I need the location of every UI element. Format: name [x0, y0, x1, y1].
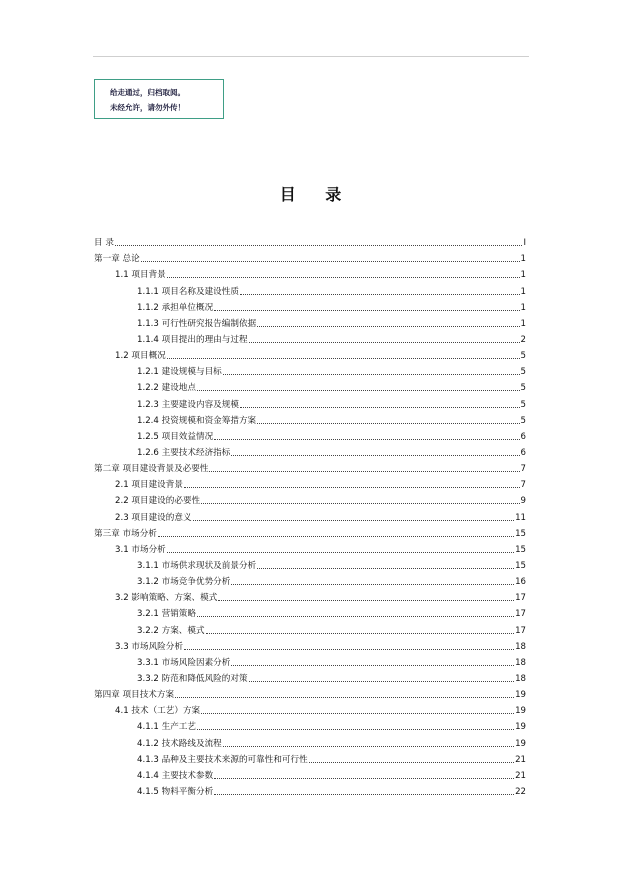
toc-entry[interactable] — [94, 781, 526, 797]
toc-dot-leader — [197, 616, 514, 617]
toc-entry-page-number: 15 — [515, 528, 526, 539]
toc-entry-label: 1.1.2 承担单位概况 — [137, 302, 214, 313]
toc-entry-page-number: 2 — [520, 334, 526, 345]
toc-dot-leader — [214, 794, 514, 795]
toc-entry[interactable] — [94, 329, 526, 345]
toc-entry-page-number: 1 — [520, 318, 526, 329]
toc-entry[interactable] — [94, 361, 526, 377]
toc-dot-leader — [197, 390, 520, 391]
toc-entry-page-number: 6 — [520, 431, 526, 442]
toc-entry[interactable] — [94, 749, 526, 765]
toc-dot-leader — [193, 520, 515, 521]
toc-entry-page-number: 1 — [520, 254, 526, 265]
toc-entry-label: 1.2.6 主要技术经济指标 — [137, 447, 231, 458]
toc-dot-leader — [257, 423, 519, 424]
toc-entry-label: 1.2.2 建设地点 — [137, 383, 196, 394]
confidential-notice-stamp — [94, 79, 224, 119]
toc-entry[interactable] — [94, 313, 526, 329]
toc-entry-label: 第一章 总论 — [94, 254, 140, 265]
toc-entry[interactable] — [94, 765, 526, 781]
toc-entry-label: 3.1.2 市场竞争优势分析 — [137, 577, 231, 588]
toc-dot-leader — [209, 471, 519, 472]
toc-entry-page-number: 7 — [520, 480, 526, 491]
toc-entry-label: 1.2.1 建设规模与目标 — [137, 367, 222, 378]
toc-entry-label: 4.1.1 生产工艺 — [137, 722, 196, 733]
toc-entry-page-number: I — [523, 238, 526, 249]
toc-entry[interactable] — [94, 490, 526, 506]
toc-entry-label: 3.1 市场分析 — [115, 544, 166, 555]
toc-entry-label: 3.3 市场风险分析 — [115, 641, 183, 652]
toc-dot-leader — [201, 503, 519, 504]
toc-entry-page-number: 1 — [520, 302, 526, 313]
toc-entry[interactable] — [94, 571, 526, 587]
toc-entry[interactable] — [94, 555, 526, 571]
toc-entry-page-number: 1 — [520, 286, 526, 297]
toc-entry-label: 1.2.3 主要建设内容及规模 — [137, 399, 239, 410]
toc-dot-leader — [167, 552, 514, 553]
toc-entry-page-number: 22 — [515, 786, 526, 797]
toc-entry[interactable] — [94, 652, 526, 668]
toc-entry-label: 3.3.1 市场风险因素分析 — [137, 657, 231, 668]
toc-entry[interactable] — [94, 232, 526, 248]
toc-entry[interactable] — [94, 523, 526, 539]
toc-entry[interactable] — [94, 636, 526, 652]
notice-line-2: 未经允许，请勿外传！ — [110, 103, 185, 112]
toc-dot-leader — [257, 568, 514, 569]
toc-entry-page-number: 17 — [515, 625, 526, 636]
toc-entry-page-number: 15 — [515, 544, 526, 555]
toc-entry[interactable] — [94, 716, 526, 732]
table-of-contents — [94, 232, 526, 797]
toc-dot-leader — [249, 342, 520, 343]
toc-dot-leader — [231, 665, 514, 666]
toc-entry[interactable] — [94, 587, 526, 603]
toc-entry-page-number: 5 — [520, 415, 526, 426]
toc-entry[interactable] — [94, 442, 526, 458]
toc-entry-label: 1.1.3 可行性研究报告编制依据 — [137, 318, 257, 329]
toc-dot-leader — [223, 746, 514, 747]
toc-entry-page-number: 18 — [515, 641, 526, 652]
toc-entry-page-number: 17 — [515, 609, 526, 620]
toc-entry[interactable] — [94, 345, 526, 361]
toc-entry[interactable] — [94, 426, 526, 442]
toc-entry-page-number: 5 — [520, 351, 526, 362]
toc-dot-leader — [141, 261, 520, 262]
toc-entry[interactable] — [94, 539, 526, 555]
toc-entry-label: 1.1.4 项目提出的理由与过程 — [137, 334, 248, 345]
toc-entry-page-number: 21 — [515, 754, 526, 765]
toc-entry-page-number: 19 — [515, 706, 526, 717]
toc-dot-leader — [240, 294, 520, 295]
toc-entry-label: 2.1 项目建设背景 — [115, 480, 183, 491]
toc-dot-leader — [115, 245, 523, 246]
toc-entry-label: 4.1.4 主要技术参数 — [137, 770, 214, 781]
toc-entry-label: 1.2.5 项目效益情况 — [137, 431, 214, 442]
toc-entry[interactable] — [94, 377, 526, 393]
toc-entry-page-number: 19 — [515, 738, 526, 749]
toc-entry-page-number: 21 — [515, 770, 526, 781]
toc-dot-leader — [206, 633, 514, 634]
toc-entry-label: 1.2 项目概况 — [115, 351, 166, 362]
toc-entry-label: 4.1.5 物料平衡分析 — [137, 786, 214, 797]
toc-entry[interactable] — [94, 668, 526, 684]
toc-entry-page-number: 1 — [520, 270, 526, 281]
toc-entry-label: 3.2.2 方案、模式 — [137, 625, 205, 636]
toc-entry-label: 第二章 项目建设背景及必要性 — [94, 464, 209, 475]
toc-dot-leader — [184, 649, 514, 650]
toc-entry-label: 3.1.1 市场供求现状及前景分析 — [137, 560, 257, 571]
toc-entry-page-number: 16 — [515, 577, 526, 588]
toc-entry[interactable] — [94, 297, 526, 313]
toc-entry-label: 1.1 项目背景 — [115, 270, 166, 281]
toc-entry-page-number: 9 — [520, 496, 526, 507]
toc-entry[interactable] — [94, 506, 526, 522]
toc-entry-page-number: 19 — [515, 690, 526, 701]
toc-entry[interactable] — [94, 248, 526, 264]
toc-entry-label: 第四章 项目技术方案 — [94, 690, 175, 701]
toc-dot-leader — [231, 584, 514, 585]
toc-dot-leader — [201, 713, 514, 714]
toc-entry-label: 3.2 影响策略、方案、模式 — [115, 593, 218, 604]
toc-entry[interactable] — [94, 474, 526, 490]
header-rule — [93, 56, 529, 57]
toc-dot-leader — [214, 778, 514, 779]
toc-entry-label: 4.1.3 品种及主要技术来源的可靠性和可行性 — [137, 754, 308, 765]
toc-dot-leader — [257, 326, 519, 327]
toc-dot-leader — [249, 681, 515, 682]
toc-entry-page-number: 18 — [515, 657, 526, 668]
toc-entry[interactable] — [94, 393, 526, 409]
toc-entry-page-number: 5 — [520, 399, 526, 410]
toc-dot-leader — [218, 600, 514, 601]
toc-entry-label: 4.1 技术（工艺）方案 — [115, 706, 201, 717]
toc-dot-leader — [309, 762, 514, 763]
toc-entry[interactable] — [94, 458, 526, 474]
toc-dot-leader — [214, 310, 519, 311]
toc-entry[interactable] — [94, 603, 526, 619]
toc-entry-page-number: 7 — [520, 464, 526, 475]
toc-entry-label: 3.2.1 营销策略 — [137, 609, 196, 620]
toc-entry[interactable] — [94, 684, 526, 700]
toc-entry-page-number: 6 — [520, 447, 526, 458]
toc-dot-leader — [240, 407, 520, 408]
toc-dot-leader — [231, 455, 519, 456]
toc-dot-leader — [158, 536, 514, 537]
toc-entry-page-number: 18 — [515, 673, 526, 684]
toc-entry[interactable] — [94, 619, 526, 635]
toc-entry-page-number: 5 — [520, 367, 526, 378]
notice-line-1: 给走通过，归档取阅。 — [110, 88, 185, 97]
toc-dot-leader — [223, 374, 520, 375]
toc-entry-page-number: 19 — [515, 722, 526, 733]
toc-entry-label: 1.2.4 投资规模和资金筹措方案 — [137, 415, 257, 426]
toc-entry[interactable] — [94, 280, 526, 296]
toc-entry-label: 3.3.2 防范和降低风险的对策 — [137, 673, 248, 684]
toc-entry-label: 4.1.2 技术路线及流程 — [137, 738, 222, 749]
toc-dot-leader — [167, 358, 520, 359]
toc-entry-label: 1.1.1 项目名称及建设性质 — [137, 286, 239, 297]
toc-dot-leader — [167, 277, 520, 278]
toc-entry[interactable] — [94, 264, 526, 280]
toc-dot-leader — [197, 729, 514, 730]
toc-dot-leader — [175, 697, 514, 698]
toc-entry-label: 2.3 项目建设的意义 — [115, 512, 192, 523]
toc-entry-label: 目 录 — [94, 238, 114, 249]
toc-entry-label: 第三章 市场分析 — [94, 528, 157, 539]
toc-entry-page-number: 15 — [515, 560, 526, 571]
page-title: 目 录 — [279, 185, 354, 204]
toc-entry[interactable] — [94, 410, 526, 426]
toc-entry-page-number: 5 — [520, 383, 526, 394]
toc-dot-leader — [214, 439, 519, 440]
toc-entry[interactable] — [94, 732, 526, 748]
toc-entry-page-number: 17 — [515, 593, 526, 604]
toc-entry-page-number: 11 — [515, 512, 526, 523]
toc-dot-leader — [184, 487, 520, 488]
toc-entry[interactable] — [94, 700, 526, 716]
toc-entry-label: 2.2 项目建设的必要性 — [115, 496, 201, 507]
